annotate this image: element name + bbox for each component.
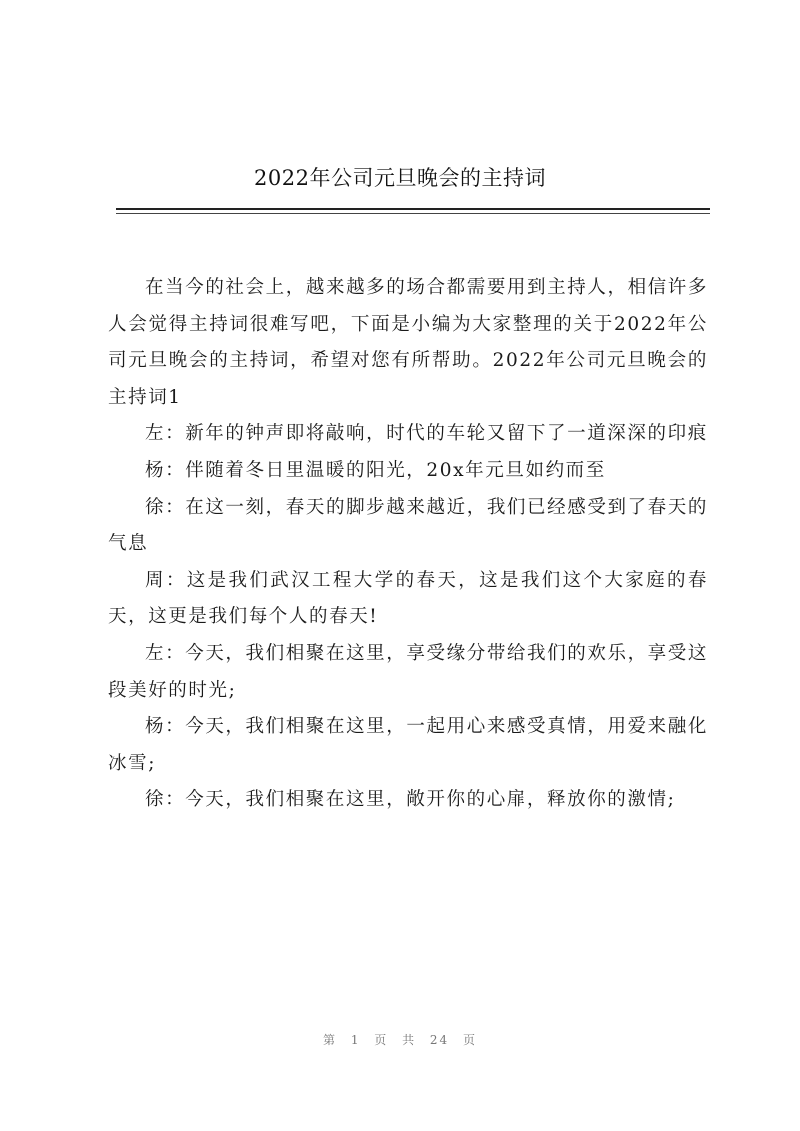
paragraph-intro: 在当今的社会上，越来越多的场合都需要用到主持人，相信许多人会觉得主持词很难写吧，下面是小编为大家整理的关于2022年公司元旦晚会的主持词，希望对您有所帮助。2022年公司元旦晚会的主持词1 <box>108 277 708 408</box>
paragraph-line: 杨：伴随着冬日里温暖的阳光，20x年元旦如约而至 <box>145 459 606 481</box>
title-divider-thin <box>116 213 710 214</box>
page-number-footer: 第 1 页 共 24 页 <box>323 1033 477 1047</box>
document-body <box>108 270 708 819</box>
paragraph-line: 杨：今天，我们相聚在这里，一起用心来感受真情，用爱来融化冰雪; <box>108 716 708 774</box>
paragraph-line: 徐：今天，我们相聚在这里，敞开你的心扉，释放你的激情; <box>145 789 676 811</box>
title-divider <box>116 208 710 210</box>
document-title: 2022年公司元旦晚会的主持词 <box>254 166 546 190</box>
paragraph-line: 左：新年的钟声即将敲响，时代的车轮又留下了一道深深的印痕 <box>145 423 708 445</box>
paragraph-line: 左：今天，我们相聚在这里，享受缘分带给我们的欢乐，享受这段美好的时光; <box>108 642 708 701</box>
paragraph-line: 周：这是我们武汉工程大学的春天，这是我们这个大家庭的春天，这更是我们每个人的春天! <box>108 569 708 628</box>
paragraph-line: 徐：在这一刻，春天的脚步越来越近，我们已经感受到了春天的气息 <box>108 496 708 555</box>
